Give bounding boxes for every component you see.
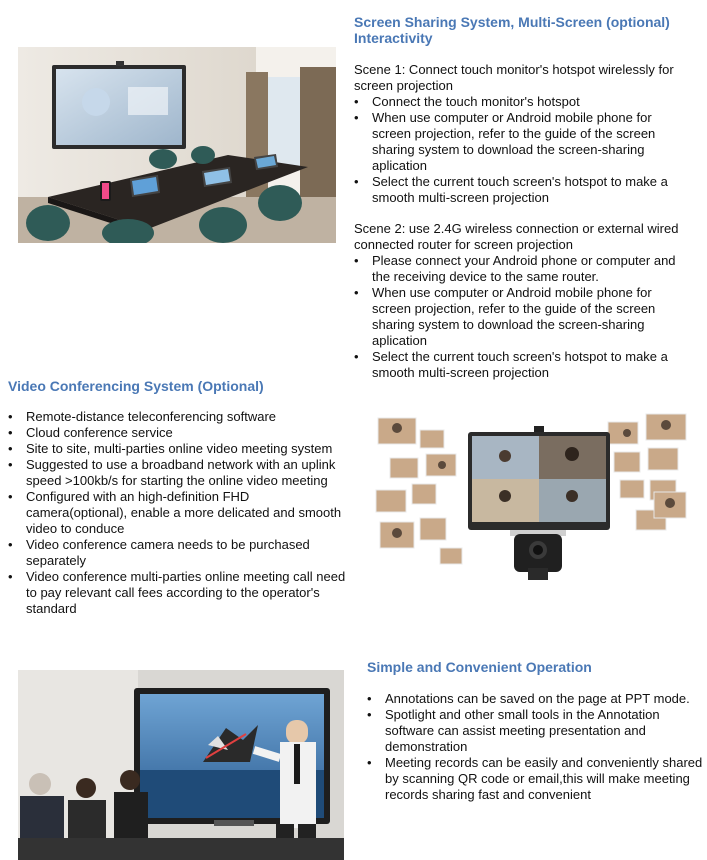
list-item: • Connect the touch monitor's hotspot	[354, 94, 684, 110]
presentation-photo	[18, 670, 344, 860]
list-item: • Suggested to use a broadband network with an uplink speed >100kb/s for starting the online video meeting	[8, 457, 348, 489]
meeting-room-photo	[18, 47, 336, 243]
list-item: • Configured with an high-definition FHD camera(optional), enable a more delicated and smooth video to conduce	[8, 489, 348, 537]
screen-sharing-heading: Screen Sharing System, Multi-Screen (optional) Interactivity	[354, 14, 670, 46]
list-item: • Cloud conference service	[8, 425, 348, 441]
list-item: • Select the current touch screen's hotspot to make a smooth multi-screen projection	[354, 174, 684, 206]
list-item: • Spotlight and other small tools in the Annotation software can assist meeting presentation and demonstration	[367, 707, 703, 755]
list-item: • Remote-distance teleconferencing software	[8, 409, 348, 425]
scene1-list	[354, 94, 684, 206]
list-item: • Select the current touch screen's hotspot to make a smooth multi-screen projection	[354, 349, 694, 381]
list-item: • Annotations can be saved on the page at PPT mode.	[367, 691, 703, 707]
video-conferencing-list	[8, 409, 348, 617]
video-conferencing-heading: Video Conferencing System (Optional)	[8, 378, 264, 394]
list-item: • Video conference camera needs to be purchased separately	[8, 537, 348, 569]
video-conference-photo	[370, 408, 692, 584]
scene2-intro: Scene 2: use 2.4G wireless connection or external wired connected router for screen projection	[354, 221, 679, 252]
list-item: • When use computer or Android mobile phone for screen projection, refer to the guide of the screen sharing system to download the screen-sharing aplication	[354, 285, 694, 349]
scene1-intro: Scene 1: Connect touch monitor's hotspot wirelessly for screen projection	[354, 62, 674, 93]
list-item: • Meeting records can be easily and conveniently shared by scanning QR code or email,this will make meeting records sharing fast and convenient	[367, 755, 703, 803]
list-item: • When use computer or Android mobile phone for screen projection, refer to the guide of the screen sharing system to download the screen-sharing aplication	[354, 110, 684, 174]
list-item: • Site to site, multi-parties online video meeting system	[8, 441, 348, 457]
operation-list	[367, 691, 703, 803]
operation-heading: Simple and Convenient Operation	[367, 659, 592, 675]
list-item: • Please connect your Android phone or computer and the receiving device to the same router.	[354, 253, 694, 285]
list-item: • Video conference multi-parties online meeting call need to pay relevant call fees according to the operator's standard	[8, 569, 348, 617]
scene2-list	[354, 253, 694, 381]
